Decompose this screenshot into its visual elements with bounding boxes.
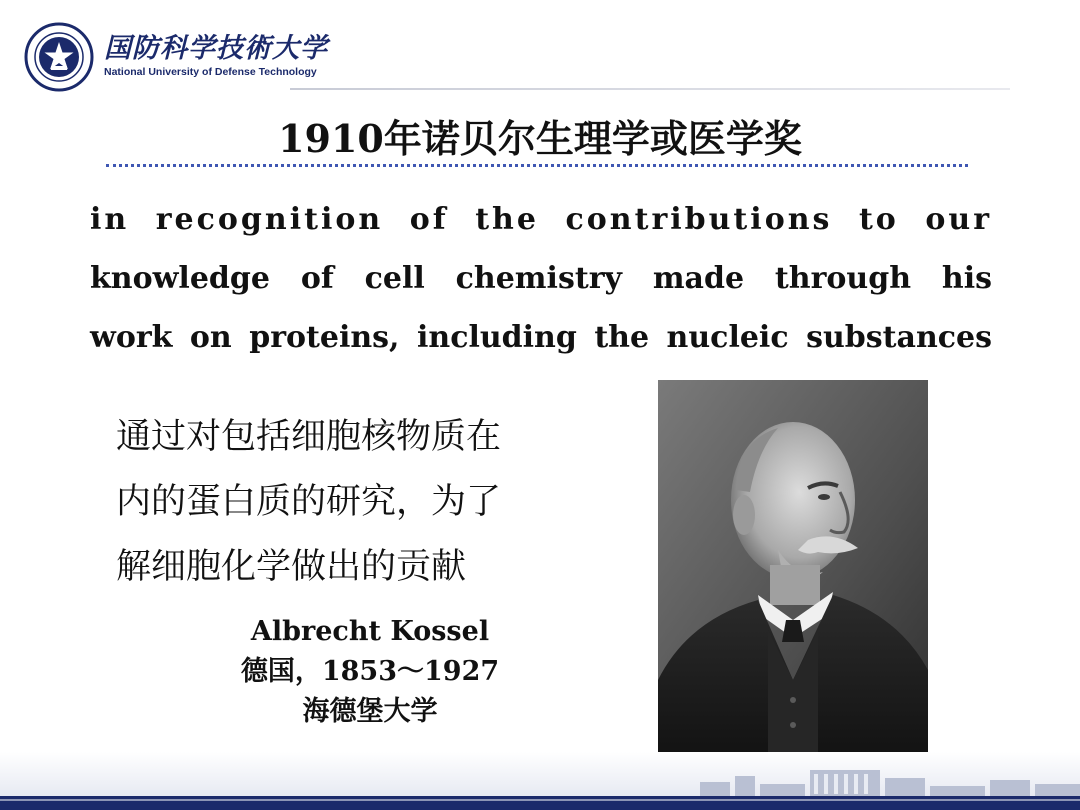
citation-en-line: knowledge of cell chemistry made through his — [90, 261, 992, 296]
institution-name-en: National University of Defense Technology — [104, 66, 317, 78]
citation-cn-line: 解细胞化学做出的贡献 — [116, 547, 467, 587]
laureate-university: 海德堡大学 — [302, 696, 438, 727]
citation-chinese — [116, 405, 596, 600]
slide-title: 1910年诺贝尔生理学或医学奖 — [278, 116, 802, 161]
citation-en-line: work on proteins, including the nucleic substances — [90, 320, 992, 355]
university-seal-icon — [24, 22, 94, 92]
laureate-name: Albrecht Kossel — [250, 616, 490, 647]
citation-en-line: in recognition of the contributions to our — [90, 202, 992, 237]
laureate-country-years: 德国，1853～1927 — [240, 656, 500, 687]
title-divider — [106, 164, 968, 167]
footer-banner — [0, 752, 1080, 810]
citation-cn-line: 通过对包括细胞核物质在 — [116, 417, 502, 457]
header-divider — [290, 88, 1010, 90]
institution-name-cn: 国防科学技術大学 — [104, 33, 328, 64]
citation-english — [90, 190, 992, 367]
citation-cn-line: 内的蛋白质的研究，为了 — [116, 482, 502, 522]
laureate-portrait — [658, 380, 928, 760]
laureate-caption — [190, 612, 550, 732]
